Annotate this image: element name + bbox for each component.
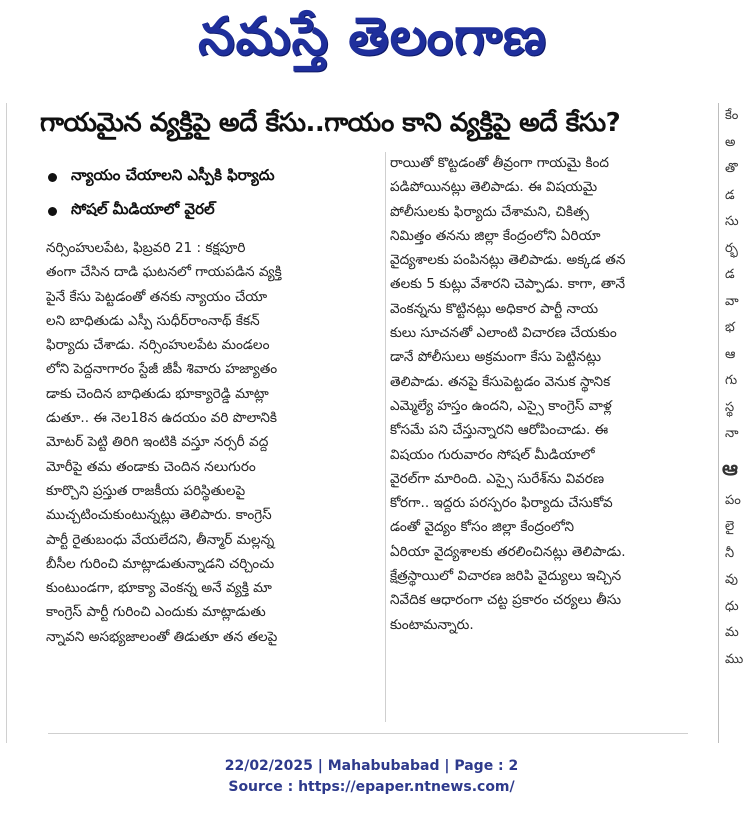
bullet-text: సోషల్ మీడియాలో వైరల్ — [71, 200, 215, 218]
article-line: డానే పోలీసులు అక్రమంగా కేసు పెట్టినట్లు — [390, 349, 602, 366]
neighbor-line: ధు — [725, 598, 739, 614]
neighbor-line: స్థ — [725, 399, 735, 415]
neighbor-line: వా — [725, 293, 739, 309]
source-link[interactable]: Source : https://epaper.ntnews.com/ — [228, 779, 515, 795]
neighbor-line: ము — [725, 651, 743, 667]
article-line: లని బాధితుడు ఎస్పీ సుధీర్‌రాంనాథ్ కేకన్ — [46, 312, 260, 329]
article-line: ఏరియా వైద్యశాలకు తరలించినట్లు తెలిపాడు. — [390, 543, 626, 560]
article-line: వైరల్‌గా మారింది. ఎస్సై సురేశ్‌ను వివరణ — [390, 470, 605, 487]
bullet-icon — [48, 173, 57, 182]
article-line: లోని పెద్దనాగారం స్టేజీ జీపీ శివారు హజ్యాతం — [46, 361, 278, 378]
article-line: కోరగా.. ఇద్దరు పరస్పరం ఫిర్యాదు చేసుకోవ — [390, 495, 613, 512]
article-column-2 — [390, 151, 695, 637]
article-headline: గాయమైన వ్యక్తిపై అదే కేసు..గాయం కాని వ్యక్తిపై అదే కేసు? — [40, 108, 621, 138]
neighbor-line: భ — [725, 320, 735, 335]
neighbor-line: ర్భ — [725, 240, 738, 256]
left-column-edge — [0, 103, 7, 743]
neighbor-line: వు — [725, 572, 738, 587]
article-line: మోటర్ పెట్టి తిరిగి ఇంటికి వస్తూ నర్సరీ వద్ద — [46, 434, 269, 451]
neighbor-line: డ — [725, 187, 735, 203]
neighbor-line: డ — [725, 267, 735, 282]
article-line: కూర్చొని ప్రస్తుత రాజకీయ పరిస్థితులపై — [46, 482, 246, 499]
column-divider — [385, 152, 386, 722]
article-line: తెలిపాడు. తనపై కేసుపెట్టడం వెనుక స్థానిక — [390, 373, 611, 390]
article-line: బీసీల గురించి మాట్లాడుతున్నాడని చర్చించు — [46, 555, 275, 572]
article-line: ఎమ్మెల్యే హస్తం ఉందని, ఎస్సై కాంగ్రెస్ వాళ్ల — [390, 397, 612, 414]
newspaper-logo: నమస్తే తెలంగాణ — [198, 6, 547, 67]
neighbor-line: ఆ — [725, 346, 736, 362]
article-line: కాంగ్రెస్ పార్టీ గురించి ఎందుకు మాట్లాడుతు — [46, 604, 266, 621]
neighbor-line: పం — [725, 492, 741, 508]
neighbor-heading: ఆ — [722, 455, 738, 480]
article-line: పైనే కేసు పెట్టడంతో తనకు న్యాయం చేయా — [46, 288, 268, 305]
neighbor-line: లై — [725, 519, 735, 534]
neighbor-line: తొ — [725, 161, 738, 176]
neighbor-line: సు — [725, 214, 739, 229]
article-bullets — [48, 160, 378, 228]
article-line: నివేదిక ఆధారంగా చట్ట ప్రకారం చర్యలు తీసు — [390, 592, 622, 609]
article-column-1 — [46, 236, 379, 649]
bullet-item — [48, 194, 378, 228]
neighbor-line: కేం — [725, 108, 739, 123]
article-line: పడిపోయినట్లు తెలిపాడు. ఈ విషయమై — [390, 179, 598, 196]
article-line: తంగా చేసిన దాడి ఘటనలో గాయపడిన వ్యక్తి — [46, 264, 282, 281]
article-line: కుంటుండగా, భూక్యా వెంకన్న అనే వ్యక్తి మా — [46, 580, 272, 597]
article-line: విషయం గురువారం సోషల్ మీడియాలో — [390, 446, 595, 463]
article-line: పోలీసులకు ఫిర్యాదు చేశామని, చికిత్స — [390, 203, 589, 220]
neighbor-line: అ — [725, 134, 736, 150]
neighbor-line: గు — [725, 373, 738, 388]
bullet-icon — [48, 207, 57, 216]
clipping-footer — [0, 756, 743, 798]
article-line: కులు సూచనతో ఎలాంటి విచారణ చేయకుం — [390, 325, 617, 342]
article-line: రాయితో కొట్టడంతో తీవ్రంగా గాయమై కింద — [390, 155, 610, 171]
masthead — [0, 0, 743, 90]
article-line: కుంటామన్నారు. — [390, 616, 474, 633]
edition-info: 22/02/2025 | Mahabubabad | Page : 2 — [224, 758, 519, 774]
article-line: వైద్యశాలకు పంపినట్లు తెలిపాడు. అక్కడ తన — [390, 252, 626, 269]
article-line: న్నావని అసభ్యజాలంతో తిడుతూ తన తలపై — [46, 628, 278, 645]
bullet-item — [48, 160, 378, 194]
neighbor-line: నీ — [725, 545, 735, 561]
adjacent-article-column — [718, 103, 743, 743]
article-line: డంతో వైద్యం కోసం జిల్లా కేంద్రంలోని — [390, 519, 575, 536]
article-line: నర్సింహులపేట, ఫిబ్రవరి 21 : కక్షపూరి — [46, 240, 246, 256]
article-line: డాకు చెందిన బాధితుడు భూక్యారెడ్డి మాట్లా — [46, 385, 269, 402]
article-line: మోరీపై తమ తండాకు చెందిన నలుగురం — [46, 458, 256, 475]
article-line: పార్టీ రైతుబంధు వేయలేదని, తీన్మార్ మల్లన్న — [46, 531, 275, 548]
article-line: ఫిర్యాదు చేశాడు. నర్సింహులపేట మండలం — [46, 337, 270, 354]
bottom-divider — [48, 733, 688, 734]
article-line: కోసమే పని చేస్తున్నారని ఆరోపించాడు. ఈ — [390, 422, 609, 439]
article-line: ముచ్చటించుకుంటున్నట్లు తెలిపారు. కాంగ్రెస్ — [46, 507, 272, 524]
neighbor-line: మ — [725, 625, 739, 640]
article-line: నిమిత్తం తనను జిల్లా కేంద్రంలోని ఏరియా — [390, 227, 601, 244]
article-line: డుతూ.. ఈ నెల18న ఉదయం వరి పొలానికి — [46, 410, 278, 427]
neighbor-line: నా — [725, 426, 739, 441]
bullet-text: న్యాయం చేయాలని ఎస్పీకి ఫిర్యాదు — [71, 166, 275, 184]
article-line: క్షేత్రస్థాయిలో విచారణ జరిపి వైద్యులు ఇచ్చిన — [390, 568, 622, 585]
article-line: తలకు 5 కుట్లు వేశారని చెప్పాడు. కాగా, తానే — [390, 276, 626, 293]
article-line: వెంకన్నను కొట్టినట్లు అధికార పార్టీ నాయ — [390, 300, 599, 317]
